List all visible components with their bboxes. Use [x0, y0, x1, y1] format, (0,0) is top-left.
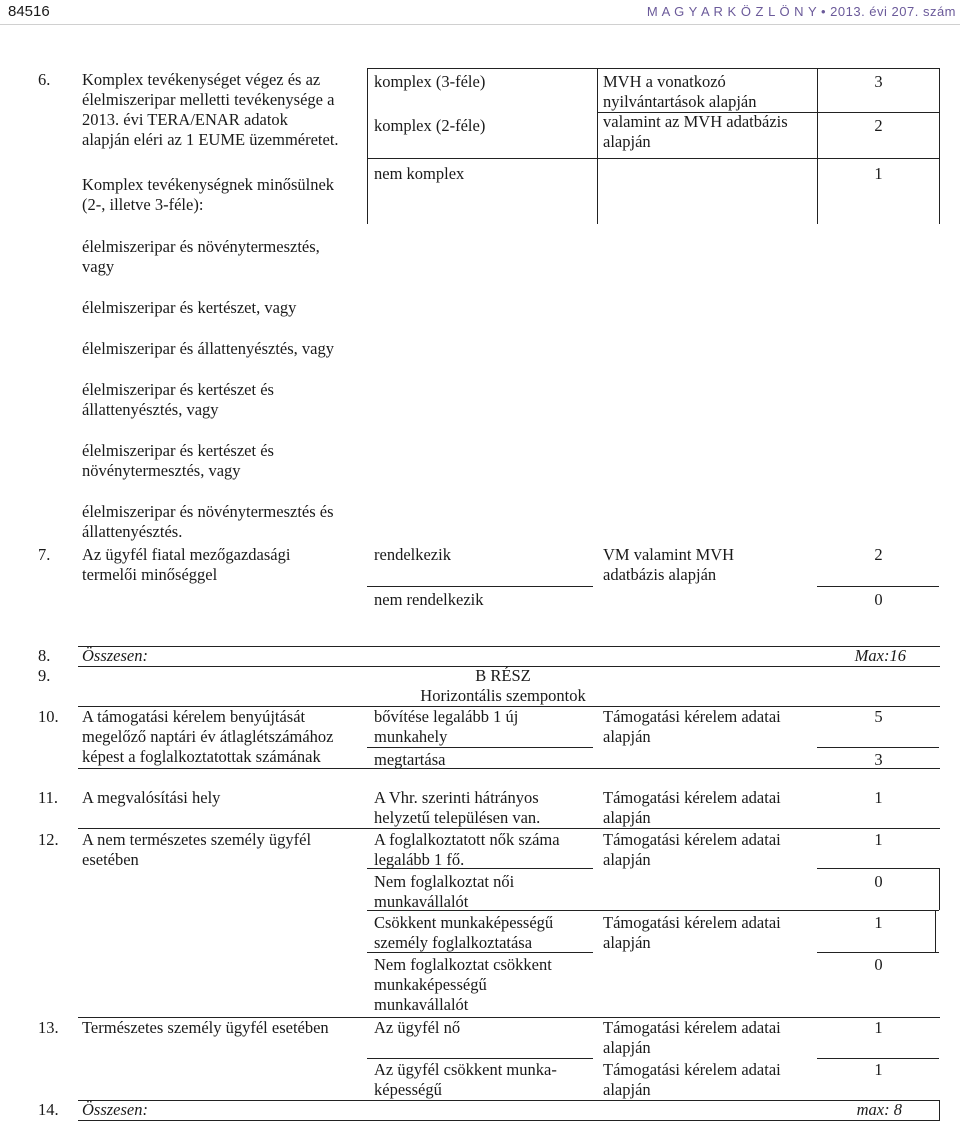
points: 1 [874, 788, 883, 807]
option-text: Nem foglalkoztat csökkent munkaképességű munkavállalót [374, 955, 552, 1014]
list-item: élelmiszeripar és állattenyésztés, vagy [82, 339, 334, 358]
page-header [0, 0, 960, 25]
points: 3 [874, 72, 883, 91]
points: 5 [874, 707, 883, 726]
total-label: Összesen: [82, 646, 148, 665]
option-text: Nem foglalkoztat női munkavállalót [374, 872, 515, 911]
points: 1 [874, 164, 883, 183]
section-subtitle: Horizontális szempontok [420, 686, 586, 705]
criterion-text: Az ügyfél fiatal mezőgazdasági termelői minőséggel [82, 545, 291, 584]
total-max: Max:16 [854, 646, 906, 665]
total-label: Összesen: [82, 1100, 148, 1119]
journal-title: M A G Y A R K Ö Z L Ö N Y • 2013. évi 207. szám [646, 4, 956, 19]
source-text: Támogatási kérelem adatai alapján [603, 1018, 781, 1057]
section-title: B RÉSZ [475, 666, 531, 685]
source-text: VM valamint MVH adatbázis alapján [603, 545, 735, 584]
option-text: megtartása [374, 750, 446, 769]
option-text: nem rendelkezik [374, 590, 484, 609]
points: 1 [874, 1060, 883, 1079]
criterion-subtext: Komplex tevékenységnek minősülnek (2-, illetve 3-féle): [82, 175, 335, 214]
list-item: élelmiszeripar és kertészet és növénytermesztés, vagy [82, 441, 274, 480]
points: 2 [874, 116, 883, 135]
criterion-text: A nem természetes személy ügyfél esetében [82, 830, 312, 869]
points: 3 [874, 750, 883, 769]
row-number: 8. [38, 646, 51, 665]
row-number: 13. [38, 1018, 59, 1037]
points: 1 [874, 913, 883, 932]
row-number: 9. [38, 666, 51, 685]
points: 2 [874, 545, 883, 564]
total-max: max: 8 [856, 1100, 902, 1119]
list-item: élelmiszeripar és növénytermesztés és állattenyésztés. [82, 502, 334, 541]
row-number: 6. [38, 70, 51, 89]
list-item: élelmiszeripar és kertészet, vagy [82, 298, 297, 317]
source-text: Támogatási kérelem adatai alapján [603, 913, 781, 952]
source-text: Támogatási kérelem adatai alapján [603, 830, 781, 869]
row-number: 11. [38, 788, 59, 807]
source-text: MVH a vonatkozó nyilvántartások alapján valamint az MVH adatbázis alapján [603, 72, 788, 151]
option-text: A foglalkoztatott nők száma legalább 1 fő. [374, 830, 560, 869]
page-number: 84516 [8, 3, 50, 20]
points: 1 [874, 830, 883, 849]
points: 1 [874, 1018, 883, 1037]
list-item: élelmiszeripar és növénytermesztés, vagy [82, 237, 320, 276]
criterion-text: A támogatási kérelem benyújtását megelőző naptári év átlaglétszámához képest a foglalkoztatottak számának [82, 707, 334, 766]
row-number: 7. [38, 545, 51, 564]
criterion-text: Komplex tevékenységet végez és az élelmiszeripar melletti tevékenysége a 2013. évi TERA/ENAR adatok alapján eléri az 1 EUME üzemméretet. [82, 70, 339, 149]
option-text: komplex (2-féle) [374, 116, 486, 135]
list-item: élelmiszeripar és kertészet és állattenyésztés, vagy [82, 380, 274, 419]
points: 0 [874, 590, 883, 609]
row-number: 10. [38, 707, 59, 726]
option-text: Az ügyfél csökkent munka- képességű [374, 1060, 557, 1099]
criterion-text: A megvalósítási hely [82, 788, 221, 807]
option-text: nem komplex [374, 164, 465, 183]
row-number: 12. [38, 830, 59, 849]
row-number: 14. [38, 1100, 59, 1119]
points: 0 [874, 872, 883, 891]
source-text: Támogatási kérelem adatai alapján [603, 1060, 781, 1099]
option-text: komplex (3-féle) [374, 72, 486, 91]
source-text: Támogatási kérelem adatai alapján [603, 707, 781, 746]
points: 0 [874, 955, 883, 974]
option-text: A Vhr. szerinti hátrányos helyzetű településen van. [374, 788, 541, 827]
source-text: Támogatási kérelem adatai alapján [603, 788, 781, 827]
option-text: Az ügyfél nő [374, 1018, 461, 1037]
option-text: bővítése legalább 1 új munkahely [374, 707, 519, 746]
option-text: rendelkezik [374, 545, 451, 564]
criterion-text: Természetes személy ügyfél esetében [82, 1018, 329, 1037]
option-text: Csökkent munkaképességű személy foglalkoztatása [374, 913, 554, 952]
